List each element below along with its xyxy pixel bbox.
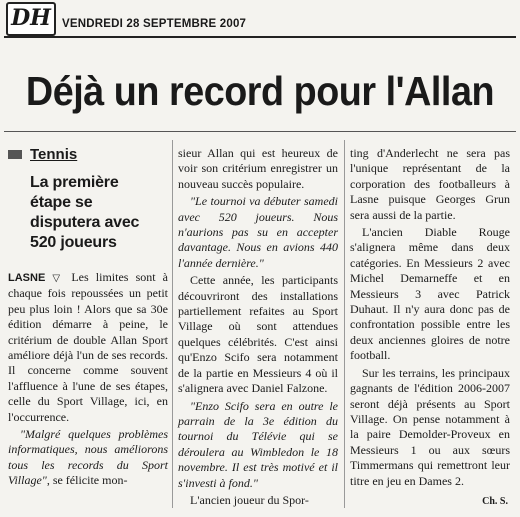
quote: "Enzo Scifo sera en outre le parrain de la 3e édition du tournoi du Télévie qui se déroulera au Wimbledon le 18 novembre. Il est très motivé et il s'investi à fond.": [178, 398, 338, 490]
author-signature: Ch. S.: [482, 496, 508, 507]
section-name: Tennis: [30, 146, 78, 163]
masthead-divider: [4, 36, 516, 38]
section-marker-icon: [8, 150, 22, 159]
paragraph: sieur Allan qui est heureux de voir son critérium enregistrer un nouveau succès populaire.: [178, 146, 338, 191]
paragraph: [8, 270, 168, 425]
paragraph: L'ancien joueur du Spor-: [190, 492, 309, 507]
article-column-3: [350, 146, 510, 491]
article-column-2: [178, 146, 338, 510]
section-label: [8, 146, 77, 163]
paragraph: ting d'Anderlecht ne sera pas l'unique représentant de la corporation des footballeurs à Lasne puisque Georges Grun sera aussi de la partie.: [350, 146, 510, 222]
headline: Déjà un record pour l'Allan: [25, 68, 495, 114]
issue-date: VENDREDI 28 SEPTEMBRE 2007: [62, 18, 247, 30]
column-divider: [344, 140, 345, 508]
paragraph: Sur les terrains, les principaux gagnants de l'édition 2006-2007 seront déjà présents au Sport Village. On pense notamment à la paire Demolder-Proveux en Messieurs 1 ou aux sœurs Timmermans qui remettront leur titre en jeu en Dames 2.: [350, 365, 510, 488]
paragraph: Cette année, les participants découvriront des installations partiellement refaites au Sport Village où sont attendues quelques célébrités. C'est ainsi qu'Enzo Scifo sera notamment de la partie en Messieurs 4 où il s'alignera avec Daniel Falzone.: [178, 273, 338, 396]
quote: "Le tournoi va débuter samedi avec 520 joueurs. Nous n'aurions pas su en accepter davantage. Nous en avions 440 l'année dernière.": [178, 194, 338, 270]
deck: La première étape se disputera avec 520 joueurs: [30, 174, 140, 251]
article-column-1: [8, 270, 168, 491]
paragraph: L'ancien Diable Rouge s'alignera même dans deux catégories. En Messieurs 2 avec Michel Demarneffe et en Messieurs 3 avec Patrick Duhaut. Il n'y aura donc pas de confrontation possible entre les deux anciennes gloires de notre football.: [350, 225, 510, 363]
dateline: LASNE: [8, 272, 46, 284]
column-divider: [172, 140, 173, 508]
paragraph: [8, 427, 168, 489]
headline-divider: [4, 131, 516, 132]
paragraph-text: Les limites sont à chaque fois repoussées un petit peu plus loin ! Alors que sa 30e édition démarre à peine, le critérium de double Allan Sport améliore déjà l'un de ses records. Il concerne comme souvent l'affluence à l'une de ses étapes, celle du Sport Village, ici, en l'occurrence.: [8, 270, 169, 424]
quote: "Malgré quelques problèmes informatiques, nous améliorons tous les records du Sport Village": [8, 427, 168, 488]
triangle-down-icon: ▽: [52, 273, 65, 284]
newspaper-logo: DH: [6, 2, 56, 36]
paragraph-text: , se félicite mon-: [46, 473, 128, 488]
